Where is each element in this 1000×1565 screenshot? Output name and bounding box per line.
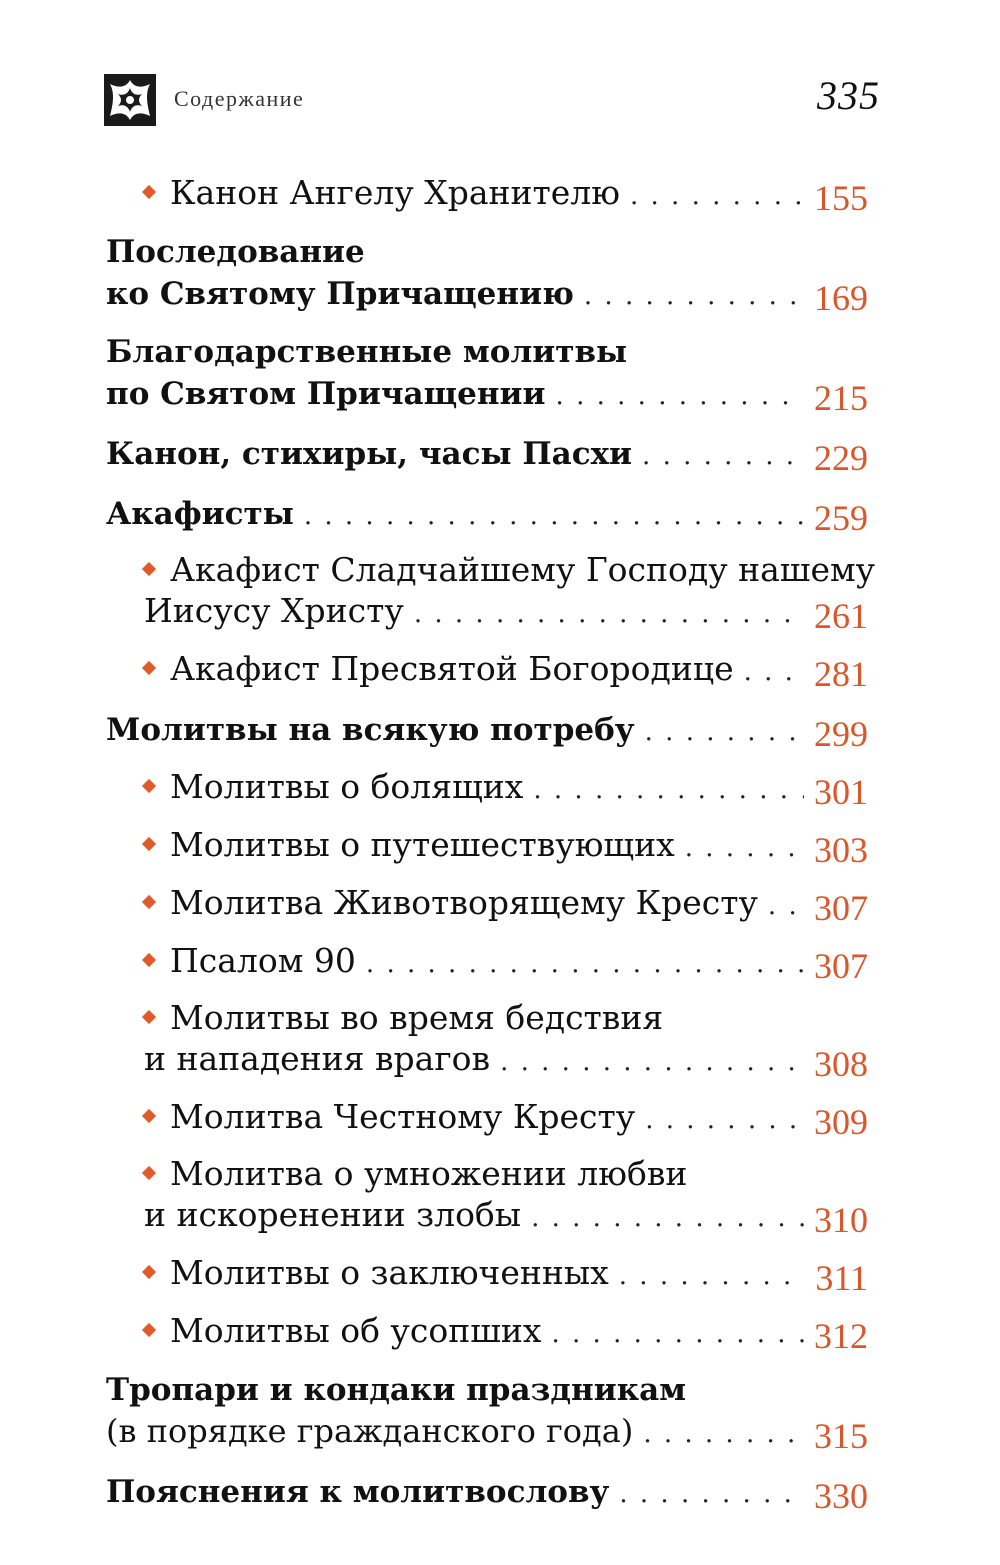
dot-leader [768, 886, 804, 926]
toc-page-number: 261 [814, 596, 868, 636]
toc-subentry[interactable] [106, 1252, 868, 1296]
toc-entry-title: Последование [106, 234, 365, 270]
diamond-bullet-icon [142, 1323, 156, 1337]
toc-entry-title: и искоренении злобы [144, 1195, 522, 1234]
toc-subentry[interactable] [106, 648, 868, 692]
toc-section-entry[interactable] [106, 1370, 868, 1454]
diamond-bullet-icon [142, 837, 156, 851]
toc-section-entry[interactable] [106, 332, 868, 416]
toc-entry-title: (в порядке гражданского года) [106, 1412, 634, 1450]
dot-leader [500, 1042, 804, 1082]
dot-leader [643, 1414, 804, 1454]
toc-entry-title: Молитва Честному Кресту [170, 1097, 636, 1136]
section-title: Содержание [174, 86, 305, 111]
dot-leader [366, 944, 804, 984]
dot-leader [304, 496, 804, 536]
toc-entry-title: Молитвы о путешествующих [170, 825, 675, 864]
toc-entry-title: Псалом 90 [170, 941, 356, 980]
toc-page-number: 299 [814, 714, 868, 754]
toc-page-number: 312 [814, 1316, 868, 1356]
toc-page-number: 308 [814, 1044, 868, 1084]
toc-section-entry[interactable] [106, 708, 868, 752]
toc-entry-title: Молитвы о болящих [170, 767, 524, 806]
diamond-bullet-icon [142, 562, 156, 576]
toc-page-number: 301 [814, 772, 868, 812]
toc-page-number: 281 [814, 654, 868, 694]
toc-subentry[interactable] [106, 550, 876, 636]
dot-leader [533, 770, 804, 810]
toc-page-number: 259 [814, 498, 868, 538]
toc-entry-title: ко Святому Причащению [106, 276, 574, 312]
toc-entry-title: Молитвы о заключенных [170, 1253, 609, 1292]
dot-leader [619, 1474, 804, 1514]
toc-page-number: 310 [814, 1200, 868, 1240]
toc-page-number: 309 [814, 1102, 868, 1142]
toc-entry-title: Тропари и кондаки праздникам [106, 1372, 687, 1408]
toc-entry-title: Канон Ангелу Хранителю [170, 173, 620, 212]
table-of-contents [106, 172, 876, 1516]
toc-subentry[interactable] [106, 1096, 868, 1140]
toc-subentry[interactable] [106, 882, 868, 926]
dot-leader [551, 1314, 804, 1354]
toc-subentry[interactable] [106, 824, 868, 868]
toc-entry-title: Молитвы на всякую потребу [106, 712, 635, 748]
dot-leader [584, 276, 804, 316]
toc-page-number: 215 [814, 378, 868, 418]
toc-subentry[interactable] [106, 172, 868, 216]
toc-entry-title: Акафист Пресвятой Богородице [170, 649, 734, 688]
dot-leader [619, 1256, 806, 1296]
toc-entry-title: Благодарственные молитвы [106, 334, 628, 370]
diamond-bullet-icon [142, 779, 156, 793]
dot-leader [685, 828, 804, 868]
toc-entry-title: по Святом Причащении [106, 376, 546, 412]
diamond-bullet-icon [142, 895, 156, 909]
toc-page-number: 169 [814, 278, 868, 318]
toc-section-entry[interactable] [106, 492, 868, 536]
toc-subentry[interactable] [106, 1310, 868, 1354]
toc-entry-title: Иисусу Христу [144, 591, 404, 630]
toc-section-entry[interactable] [106, 432, 868, 476]
diamond-bullet-icon [142, 1265, 156, 1279]
diamond-bullet-icon [142, 1109, 156, 1123]
toc-page-number: 330 [814, 1476, 868, 1516]
dot-leader [744, 652, 804, 692]
toc-section-entry[interactable] [106, 1470, 868, 1514]
toc-page-number: 155 [814, 178, 868, 218]
toc-subentry[interactable] [106, 1154, 868, 1238]
toc-subentry[interactable] [106, 998, 868, 1082]
page-number: 335 [817, 73, 880, 118]
toc-entry-title: Акафист Сладчайшему Господу нашему [170, 550, 876, 589]
dot-leader [556, 376, 804, 416]
toc-section-entry[interactable] [106, 232, 868, 316]
toc-page-number: 307 [814, 888, 868, 928]
toc-entry-title: Акафисты [106, 496, 294, 532]
diamond-bullet-icon [142, 1010, 156, 1024]
toc-entry-title: и нападения врагов [144, 1039, 491, 1078]
diamond-bullet-icon [142, 185, 156, 199]
toc-entry-title: Молитва о умножении любви [170, 1154, 688, 1193]
dot-leader [630, 176, 804, 216]
toc-subentry[interactable] [106, 766, 868, 810]
dot-leader [531, 1198, 804, 1238]
toc-page-number: 229 [814, 438, 868, 478]
toc-entry-title: Молитва Животворящему Кресту [170, 883, 758, 922]
toc-entry-title: Молитвы во время бедствия [170, 998, 664, 1037]
toc-entry-title: Пояснения к молитвослову [106, 1474, 610, 1510]
toc-page-number: 311 [815, 1258, 868, 1298]
dot-leader [645, 712, 804, 752]
dot-leader [645, 1100, 804, 1140]
toc-page-number: 315 [814, 1416, 868, 1456]
diamond-bullet-icon [142, 661, 156, 675]
toc-entry-title: Молитвы об усопших [170, 1311, 542, 1350]
dot-leader [642, 436, 804, 476]
page-header [104, 72, 880, 128]
diamond-bullet-icon [142, 1166, 156, 1180]
dot-leader [414, 594, 804, 634]
toc-entry-title: Канон, стихиры, часы Пасхи [106, 436, 633, 472]
toc-page-number: 307 [814, 946, 868, 986]
diamond-bullet-icon [142, 953, 156, 967]
toc-subentry[interactable] [106, 940, 868, 984]
ornament-cross-icon [104, 74, 156, 126]
toc-page-number: 303 [814, 830, 868, 870]
